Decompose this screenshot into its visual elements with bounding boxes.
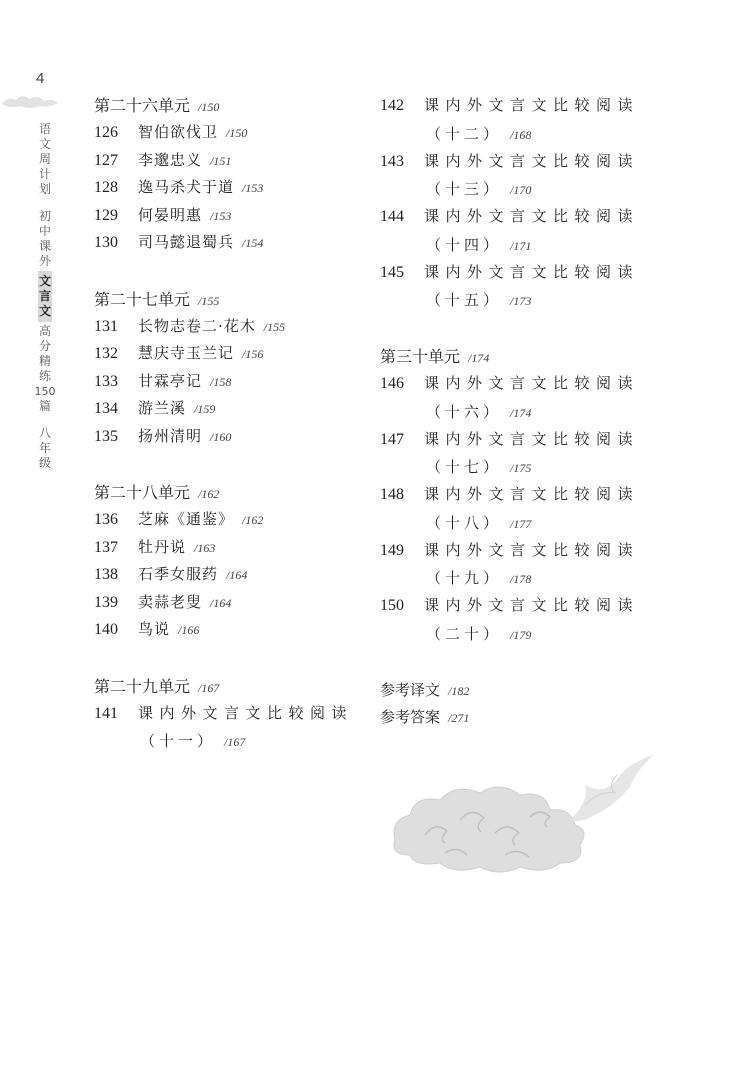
toc-entry[interactable]: 126 智伯欲伐卫 /150 bbox=[94, 123, 248, 141]
toc-entry-continuation[interactable]: （十三） /170 bbox=[426, 180, 532, 198]
toc-entry[interactable]: 127 李邈忠义 /151 bbox=[94, 150, 232, 169]
toc-entry[interactable]: 139 卖蒜老叟 /164 bbox=[94, 592, 232, 611]
toc-entry-continuation[interactable]: （十九） /178 bbox=[426, 569, 532, 587]
toc-entry[interactable]: 130 司马懿退蜀兵 /154 bbox=[94, 233, 264, 251]
toc-entry[interactable]: 136 芝麻《通鉴》 /162 bbox=[94, 510, 264, 528]
toc-entry[interactable]: 134 游兰溪 /159 bbox=[94, 399, 216, 417]
toc-right-column bbox=[380, 92, 640, 732]
unit-title[interactable]: 第二十六单元 /150 bbox=[94, 96, 220, 115]
toc-entry-continuation[interactable]: （二十） /179 bbox=[426, 624, 532, 643]
toc-entry[interactable]: 149 课内外文言文比较阅读 bbox=[380, 540, 640, 559]
toc-entry[interactable]: 137 牡丹说 /163 bbox=[94, 537, 216, 556]
toc-entry[interactable]: 144 课内外文言文比较阅读 bbox=[380, 207, 640, 225]
toc-entry[interactable]: 135 扬州清明 /160 bbox=[94, 426, 232, 445]
cloud-ornament-large bbox=[385, 745, 665, 880]
side-label-part1: 语 文 周 计 划 bbox=[38, 122, 51, 196]
unit-title[interactable]: 第二十七单元 /155 bbox=[94, 289, 220, 309]
toc-entry-continuation[interactable]: （十一） /167 bbox=[140, 732, 246, 750]
cloud-ornament-small bbox=[0, 90, 60, 112]
toc-entry[interactable]: 141 课内外文言文比较阅读 bbox=[94, 703, 354, 722]
toc-entry[interactable]: 147 课内外文言文比较阅读 bbox=[380, 429, 640, 448]
toc-entry[interactable]: 140 鸟说 /166 bbox=[94, 620, 200, 638]
toc-left-column bbox=[94, 92, 354, 755]
toc-entry[interactable]: 129 何晏明惠 /153 bbox=[94, 205, 232, 224]
vertical-book-label bbox=[36, 122, 54, 471]
unit-title[interactable]: 第二十九单元 /167 bbox=[94, 676, 220, 696]
toc-entry-continuation[interactable]: （十六） /174 bbox=[426, 402, 532, 421]
toc-entry-continuation[interactable]: （十七） /175 bbox=[426, 458, 532, 476]
toc-entry[interactable]: 132 慧庆寺玉兰记 /156 bbox=[94, 344, 264, 362]
toc-entry[interactable]: 128 逸马杀犬于道 /153 bbox=[94, 178, 264, 196]
toc-entry[interactable]: 146 课内外文言文比较阅读 bbox=[380, 374, 640, 392]
toc-entry-continuation[interactable]: （十八） /177 bbox=[426, 513, 532, 532]
side-label-highlight: 文 言 文 bbox=[38, 271, 52, 322]
toc-entry-continuation[interactable]: （十五） /173 bbox=[426, 291, 532, 309]
toc-entry-continuation[interactable]: （十四） /171 bbox=[426, 235, 532, 254]
reference-translation-link[interactable]: 参考译文 /182 bbox=[380, 680, 470, 699]
toc-entry[interactable]: 142 课内外文言文比较阅读 bbox=[380, 96, 640, 114]
unit-title[interactable]: 第二十八单元 /162 bbox=[94, 483, 220, 502]
toc-entry[interactable]: 131 长物志卷二·花木 /155 bbox=[94, 316, 286, 335]
toc-entry[interactable]: 148 课内外文言文比较阅读 bbox=[380, 485, 640, 503]
toc-entry[interactable]: 143 课内外文言文比较阅读 bbox=[380, 151, 640, 170]
unit-title[interactable]: 第三十单元 /174 bbox=[380, 347, 490, 366]
side-label-part2: 初 中 课 外 bbox=[38, 209, 51, 268]
side-label-part3: 高 分 精 练 150 篇 bbox=[34, 324, 56, 413]
toc-entry[interactable]: 133 甘霖亭记 /158 bbox=[94, 371, 232, 390]
toc-entry[interactable]: 150 课内外文言文比较阅读 bbox=[380, 596, 640, 614]
page-number: 4 bbox=[36, 70, 45, 87]
toc-entry-continuation[interactable]: （十二） /168 bbox=[426, 124, 532, 143]
side-label-part4: 八 年 级 bbox=[38, 426, 51, 470]
toc-entry[interactable]: 145 课内外文言文比较阅读 bbox=[380, 262, 640, 281]
reference-answers-link[interactable]: 参考答案 /271 bbox=[380, 708, 470, 726]
toc-entry[interactable]: 138 石季女服药 /164 bbox=[94, 565, 248, 583]
